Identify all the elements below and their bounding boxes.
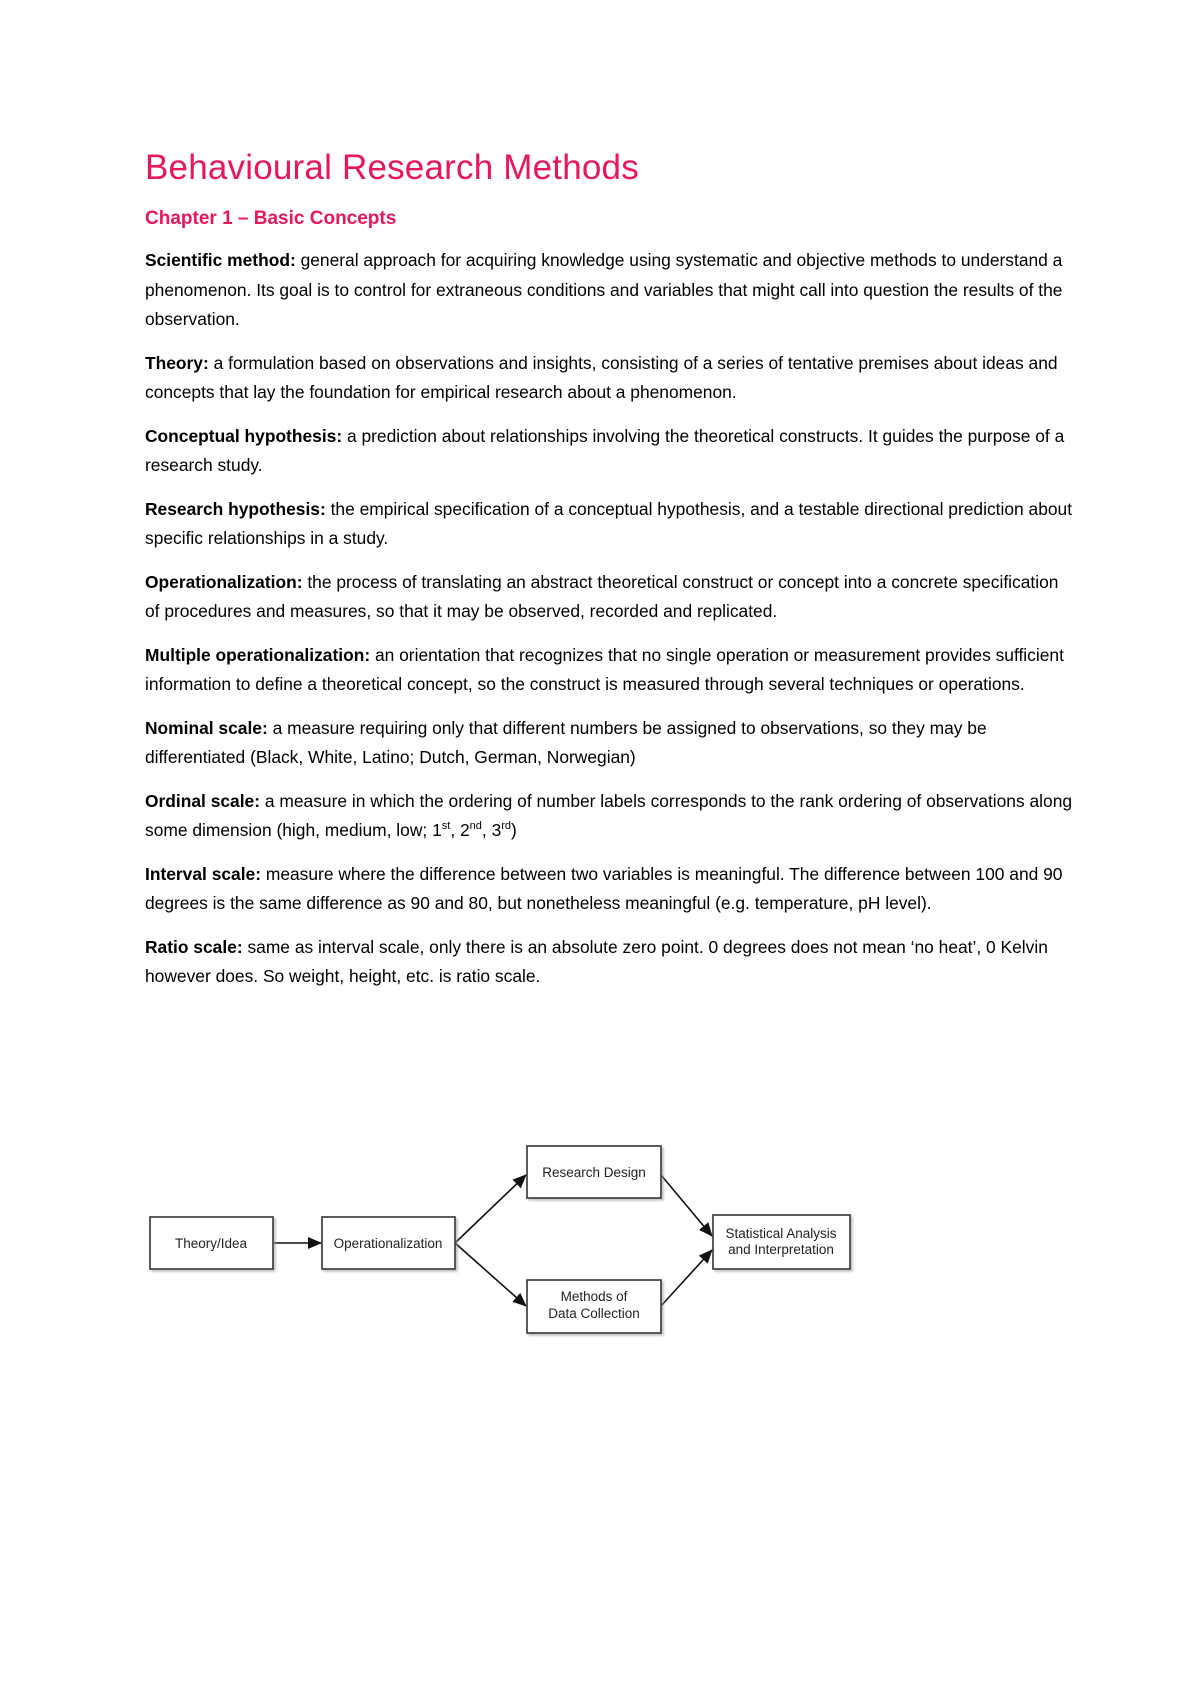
definition-term: Ratio scale: xyxy=(145,936,243,957)
ordinal-3-suffix: rd xyxy=(501,820,512,833)
arrow-methods-to-statistical xyxy=(661,1250,712,1306)
definition-nominal-scale xyxy=(145,714,1075,773)
definition-ratio-scale xyxy=(145,933,1075,992)
ordinal-3: 3 xyxy=(491,820,502,840)
document-title: Behavioural Research Methods xyxy=(145,148,639,187)
definition-term: Nominal scale: xyxy=(145,717,268,738)
arrow-research_design-to-statistical xyxy=(661,1175,712,1236)
definition-ordinal-scale xyxy=(145,787,1075,846)
chapter-heading: Chapter 1 – Basic Concepts xyxy=(145,208,397,229)
definition-term: Research hypothesis: xyxy=(145,498,326,519)
definition-text: the empirical specification of a conceptual hypothesis, and a testable directional prediction about specific relationships in a study. xyxy=(145,498,1073,548)
definition-term: Theory: xyxy=(145,352,209,373)
definition-operationalization xyxy=(145,568,1075,627)
node-label: Data Collection xyxy=(548,1306,640,1321)
definition-scientific-method xyxy=(145,246,1075,335)
ordinal-2-suffix: nd xyxy=(469,820,482,833)
node-statistical-analysis xyxy=(713,1215,850,1269)
definition-term: Operationalization: xyxy=(145,571,303,592)
ordinal-1: 1 xyxy=(432,820,442,840)
node-label: Research Design xyxy=(542,1165,646,1180)
flowchart xyxy=(0,1130,1200,1360)
ordinal-separator: , xyxy=(450,820,460,840)
definition-conceptual-hypothesis xyxy=(145,422,1075,481)
arrow-operationalization-to-methods xyxy=(455,1243,526,1306)
definition-text: general approach for acquiring knowledge using systematic and objective methods to understand a phenomenon. Its goal is to control for extraneous conditions and variables that might call into question the results of the observation. xyxy=(145,250,1063,329)
definition-term: Multiple operationalization: xyxy=(145,644,371,665)
node-research-design xyxy=(527,1146,661,1198)
node-label: and Interpretation xyxy=(728,1242,834,1257)
definition-term: Ordinal scale: xyxy=(145,790,261,811)
node-label: Statistical Analysis xyxy=(725,1226,837,1241)
node-label: Methods of xyxy=(560,1289,628,1304)
ordinal-2: 2 xyxy=(459,820,470,840)
definition-research-hypothesis xyxy=(145,495,1075,554)
definition-term: Conceptual hypothesis: xyxy=(145,425,343,446)
research-process-diagram xyxy=(0,1130,1200,1360)
node-theory-idea xyxy=(150,1217,273,1269)
definition-interval-scale xyxy=(145,860,1075,919)
definition-theory xyxy=(145,349,1075,408)
definition-text: a measure requiring only that different numbers be assigned to observations, so they may be differentiated (Black, White, Latino; Dutch, German, Norwegian) xyxy=(145,717,987,767)
node-methods-of-data-collection xyxy=(527,1280,661,1333)
definition-text: a prediction about relationships involving the theoretical constructs. It guides the purpose of a research study. xyxy=(145,425,1065,475)
definition-term: Scientific method: xyxy=(145,250,296,270)
node-label: Operationalization xyxy=(333,1236,443,1251)
definition-text: measure where the difference between two variables is meaningful. The difference between 100 and 90 degrees is the same difference as 90 and 80, but nonetheless meaningful (e.g. temperature, pH level). xyxy=(145,863,1063,913)
arrow-operationalization-to-research_design xyxy=(455,1175,526,1243)
document-body xyxy=(145,146,1075,1006)
ordinal-separator: , xyxy=(481,820,492,840)
definition-text: an orientation that recognizes that no single operation or measurement provides sufficient information to define a theoretical concept, so the construct is measured through several techniques or operations. xyxy=(145,644,1064,694)
ordinal-1-suffix: st xyxy=(441,820,451,833)
definition-multiple-operationalization xyxy=(145,641,1075,700)
definition-text: a measure in which the ordering of number labels corresponds to the rank ordering of observations along some dimension (high, medium, low; xyxy=(145,790,1073,840)
node-operationalization xyxy=(322,1217,455,1269)
definition-term: Interval scale: xyxy=(145,863,262,884)
definition-text: a formulation based on observations and insights, consisting of a series of tentative premises about ideas and concepts that lay the foundation for empirical research about a phenomenon. xyxy=(145,352,1058,402)
definition-text: the process of translating an abstract theoretical construct or concept into a concrete specification of procedures and measures, so that it may be observed, recorded and replicated. xyxy=(145,571,1059,621)
definition-text: same as interval scale, only there is an absolute zero point. 0 degrees does not mean ‘no heat’, 0 Kelvin however does. So weight, height, etc. is ratio scale. xyxy=(145,936,1048,986)
ordinal-closing: ) xyxy=(511,820,517,840)
node-label: Theory/Idea xyxy=(174,1236,248,1251)
